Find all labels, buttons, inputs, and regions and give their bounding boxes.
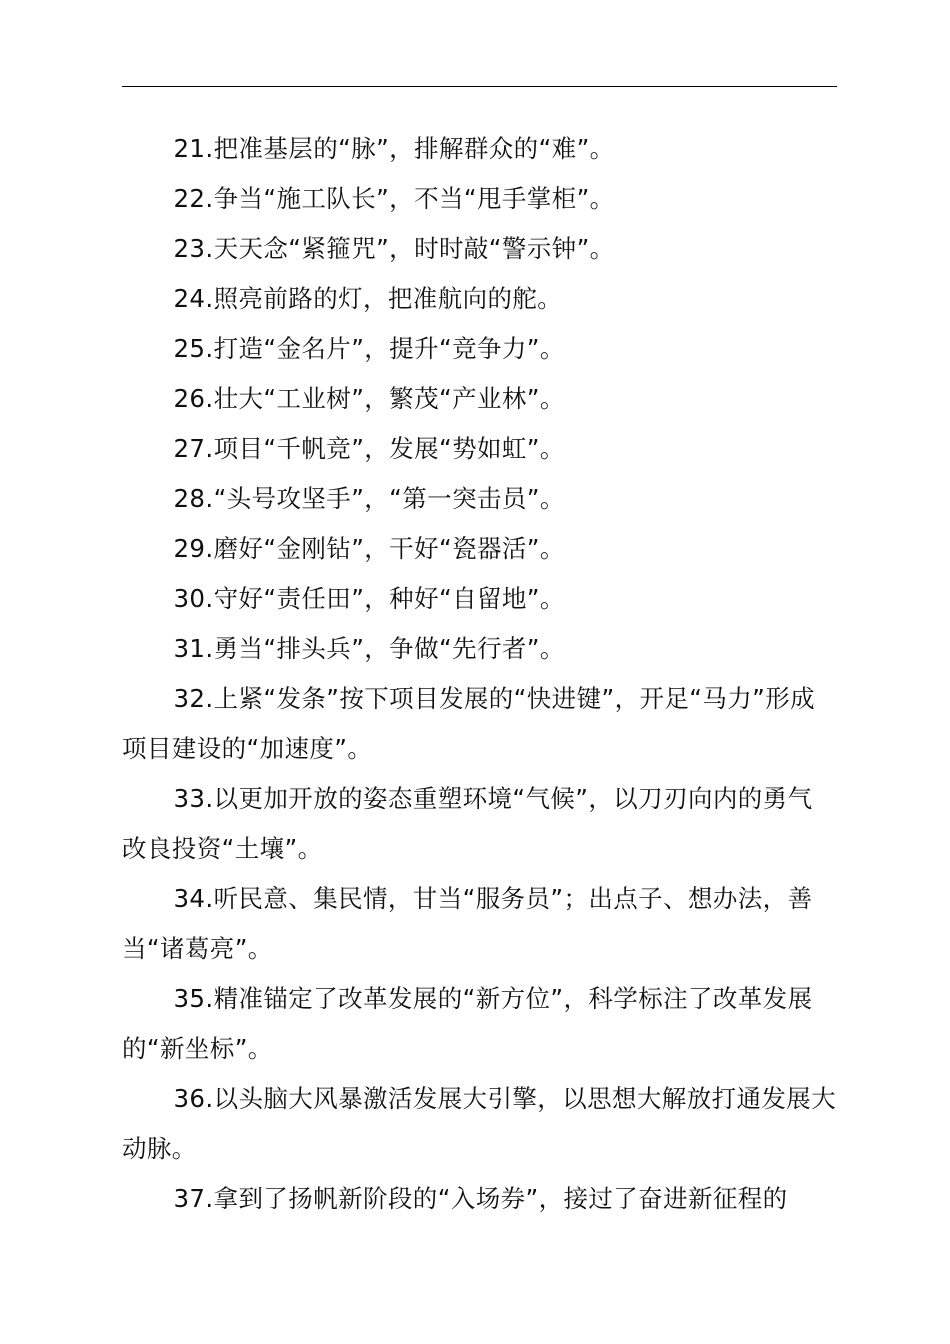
list-item: 34.听民意、集民情，甘当“服务员”；出点子、想办法，善当“诸葛亮”。 (122, 884, 813, 963)
list-item: 30.守好“责任田”，种好“自留地”。 (173, 584, 565, 613)
list-item: 32.上紧“发条”按下项目发展的“快进键”，开足“马力”形成项目建设的“加速度”。 (122, 684, 816, 763)
list-item: 37.拿到了扬帆新阶段的“入场券”，接过了奋进新征程的 (173, 1184, 788, 1213)
document-body (122, 124, 837, 1224)
list-item: 31.勇当“排头兵”，争做“先行者”。 (173, 634, 565, 663)
list-item: 26.壮大“工业树”，繁茂“产业林”。 (173, 384, 565, 413)
list-item: 33.以更加开放的姿态重塑环境“气候”，以刀刃向内的勇气改良投资“土壤”。 (122, 784, 813, 863)
list-item: 21.把准基层的“脉”，排解群众的“难”。 (173, 134, 615, 163)
list-item: 24.照亮前路的灯，把准航向的舵。 (173, 284, 563, 313)
header-rule (122, 86, 837, 87)
list-item: 22.争当“施工队长”，不当“甩手掌柜”。 (173, 184, 615, 213)
list-item: 35.精准锚定了改革发展的“新方位”，科学标注了改革发展的“新坐标”。 (122, 984, 813, 1063)
list-item: 23.天天念“紧箍咒”，时时敲“警示钟”。 (173, 234, 615, 263)
list-item: 28.“头号攻坚手”，“第一突击员”。 (173, 484, 565, 513)
list-item: 27.项目“千帆竞”，发展“势如虹”。 (173, 434, 565, 463)
list-item: 29.磨好“金刚钻”，干好“瓷器活”。 (173, 534, 565, 563)
list-item: 25.打造“金名片”，提升“竞争力”。 (173, 334, 565, 363)
list-item: 36.以头脑大风暴激活发展大引擎，以思想大解放打通发展大动脉。 (122, 1084, 837, 1163)
